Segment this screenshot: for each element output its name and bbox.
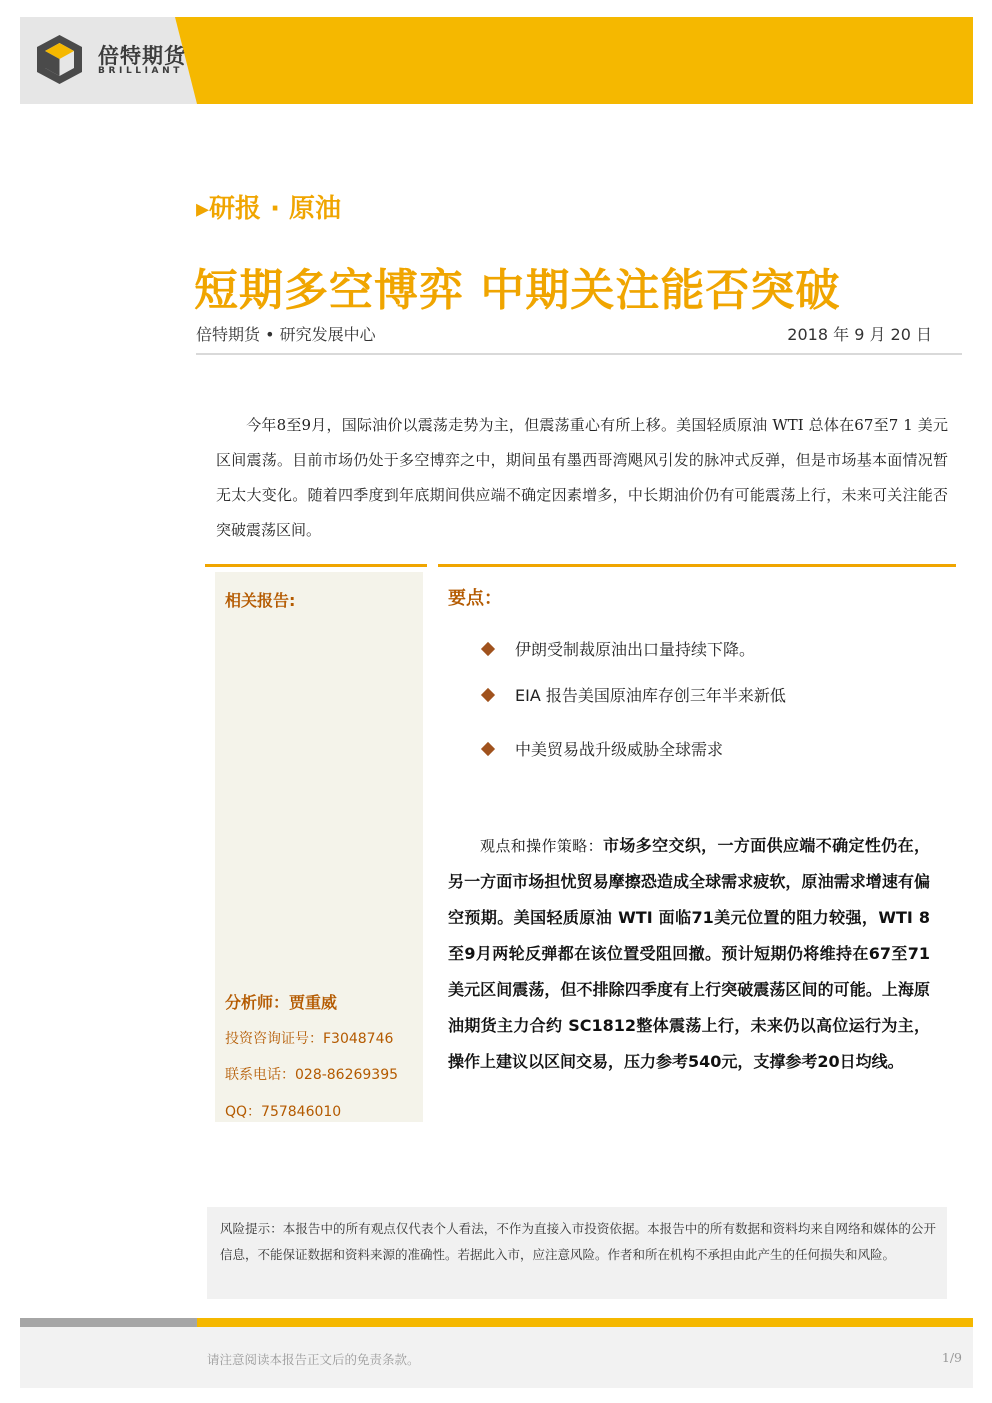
page-number: 1/9 [941,1350,962,1365]
intro-paragraph [216,408,948,548]
header-yellow-band [175,17,973,104]
logo-text-cn: 倍特期货 [98,44,186,68]
footer-disclaimer-note: 请注意阅读本报告正文后的免责条款。 [207,1352,420,1367]
key-point-item [483,637,755,660]
footer-yellow-bar [197,1318,973,1327]
footer-band [20,1327,973,1388]
risk-warning: 风险提示：本报告中的所有观点仅代表个人看法，不作为直接入市投资依据。本报告中的所有数据和资料均来自网络和媒体的公开信息，不能保证数据和资料来源的准确性。若据此入市，应注意风险。作者和所在机构不承担由此产生的任何损失和风险。 [220,1221,936,1262]
key-point-text: 伊朗受制裁原油出口量持续下降。 [515,640,756,659]
diamond-bullet-icon [481,688,495,702]
sidebar-rule [205,564,427,567]
related-reports-title: 相关报告: [225,591,296,610]
title-divider [196,353,962,355]
intro-text: 今年8至9月，国际油价以震荡走势为主，但震荡重心有所上移。美国轻质原油 WTI 总体在67至7 1 美元区间震荡。目前市场仍处于多空博弈之中，期间虽有墨西哥湾飓风引发的脉冲式反弹，但是市场基本面情况暂无太大变化。随着四季度到年底期间供应端不确定因素增多，中长期油价仍有可能震荡上行，未来可关注能否突破震荡区间。 [216,416,948,539]
key-points-title: 要点： [448,588,502,609]
key-point-text: EIA 报告美国原油库存创三年半来新低 [515,686,786,705]
report-org: 倍特期货 • 研究发展中心 [196,325,376,344]
key-point-text: 中美贸易战升级威胁全球需求 [515,740,724,759]
cube-logo-icon [32,32,87,87]
analysis-body: 市场多空交织，一方面供应端不确定性仍在，另一方面市场担忧贸易摩擦恐造成全球需求疲软，原油需求增速有偏空预期。美国轻质原油 WTI 面临71美元位置的阻力较强，WTI 8至9月两轮反弹都在该位置受阻回撤。预计短期仍将维持在67至71美元区间震荡，但不排除四季度有上行突破震荡区间的可能。上海原油期货主力合约 SC1812整体震荡上行，未来仍以高位运行为主，操作上建议以区间交易，压力参考540元，支撑参考20日均线。 [448,836,930,1071]
analyst-phone: 联系电话：028-86269395 [225,1067,399,1083]
diamond-bullet-icon [481,742,495,756]
footer-grey-bar [20,1318,197,1327]
diamond-bullet-icon [481,642,495,656]
main-rule [438,564,956,567]
report-date: 2018 年 9 月 20 日 [787,325,932,344]
logo-text-en: BRILLIANT [98,66,183,76]
report-title: 短期多空博弈 中期关注能否突破 [194,265,841,316]
key-point-item [483,737,723,760]
analyst-cert: 投资咨询证号：F3048746 [225,1031,394,1047]
key-point-item [483,683,786,706]
analyst-name: 分析师：贾重威 [225,993,338,1012]
analysis-paragraph [448,828,930,1080]
analyst-qq: QQ：757846010 [225,1104,342,1120]
section-tag: ▸研报 · 原油 [196,194,342,224]
analysis-lead: 观点和操作策略： [480,837,603,855]
